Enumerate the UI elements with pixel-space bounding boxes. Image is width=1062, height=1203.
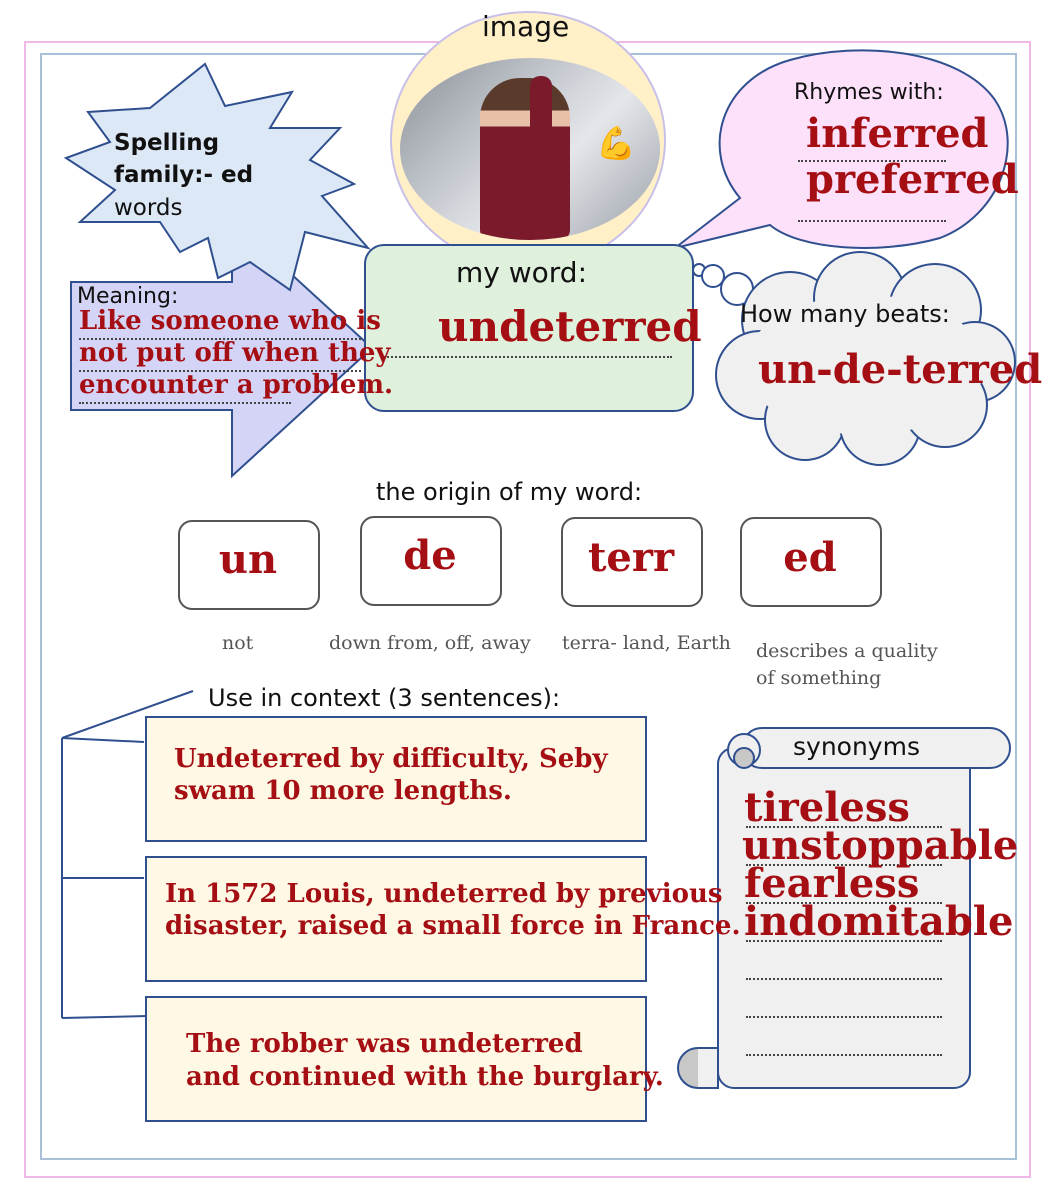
meaning-line-3: encounter a problem. xyxy=(79,370,394,400)
photo-person xyxy=(480,78,570,240)
flexed-arm-icon: 💪 xyxy=(596,125,636,161)
origin-part-3: terr xyxy=(587,534,675,581)
image-label: image xyxy=(482,10,570,43)
meaning-label: Meaning: xyxy=(77,284,179,309)
context-label: Use in context (3 sentences): xyxy=(208,684,561,712)
context-sentence-3-line-1: The robber was undeterred xyxy=(186,1029,583,1059)
origin-part-1: un xyxy=(218,536,278,583)
word-photo xyxy=(400,58,660,240)
rhyme-word-1: inferred xyxy=(806,110,989,157)
beats-value: un-de-terred xyxy=(758,346,1043,393)
synonyms-label: synonyms xyxy=(793,732,920,761)
meaning-dots-3 xyxy=(79,402,291,404)
synonym-line-7 xyxy=(746,1054,942,1056)
synonym-4: indomitable xyxy=(744,898,1014,945)
synonym-1: tireless xyxy=(744,784,910,831)
meaning-line-1: Like someone who is xyxy=(79,306,381,336)
my-word-label: my word: xyxy=(456,256,588,289)
origin-label: the origin of my word: xyxy=(376,478,643,506)
synonym-line-5 xyxy=(746,978,942,980)
thought-dot-medium xyxy=(702,265,724,287)
origin-meaning-1: not xyxy=(222,632,254,654)
origin-meaning-2: down from, off, away xyxy=(329,632,531,654)
synonym-3: fearless xyxy=(744,860,920,907)
spelling-family-words: words xyxy=(114,195,183,221)
spelling-family-title: Spelling xyxy=(114,130,220,156)
context-box-3 xyxy=(145,996,647,1122)
context-sentence-2-line-1: In 1572 Louis, undeterred by previous xyxy=(165,879,723,909)
context-sentence-2-line-2: disaster, raised a small force in France. xyxy=(165,911,741,941)
context-sentence-3-line-2: and continued with the burglary. xyxy=(186,1062,664,1092)
context-sentence-1-line-2: swam 10 more lengths. xyxy=(174,776,512,806)
context-sentence-1-line-1: Undeterred by difficulty, Seby xyxy=(174,744,608,774)
rhyme-line-2 xyxy=(798,220,946,222)
my-word-value: undeterred xyxy=(438,302,702,351)
photo-arm xyxy=(530,76,552,136)
synonym-2: unstoppable xyxy=(742,822,1019,869)
origin-meaning-4: describes a quality of something xyxy=(756,640,938,689)
meaning-line-2: not put off when they xyxy=(79,338,391,368)
origin-part-2: de xyxy=(403,532,457,579)
rhymes-label: Rhymes with: xyxy=(794,80,944,105)
origin-meaning-3: terra- land, Earth xyxy=(562,632,731,654)
spelling-family-name: family:- ed xyxy=(114,162,254,188)
rhyme-word-2: preferred xyxy=(806,156,1019,203)
my-word-line xyxy=(384,356,672,358)
synonym-line-6 xyxy=(746,1016,942,1018)
origin-part-4: ed xyxy=(783,534,837,581)
beats-label: How many beats: xyxy=(740,300,950,328)
